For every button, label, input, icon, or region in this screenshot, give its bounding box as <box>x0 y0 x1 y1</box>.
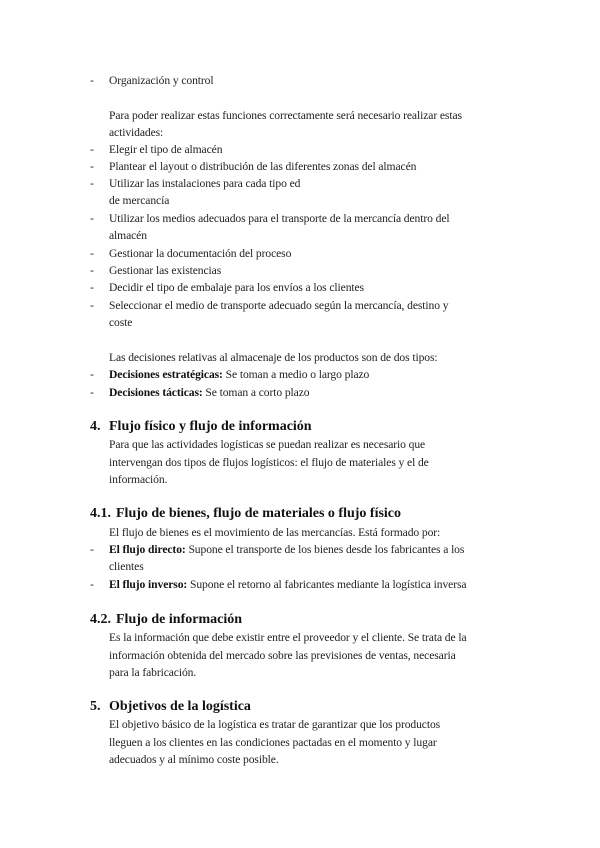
bold-label: Decisiones tácticas: <box>109 386 203 399</box>
bullet-dash: - <box>90 177 94 190</box>
bold-label: El flujo inverso: <box>109 578 188 591</box>
bullet-dash: - <box>90 386 94 399</box>
list-item: Utilizar las instalaciones para cada tipo ed <box>109 177 301 190</box>
bullet-dash: - <box>90 143 94 156</box>
paragraph-line: actividades: <box>109 126 164 139</box>
list-item: Utilizar los medios adecuados para el transporte de la mercancía dentro del <box>109 212 450 225</box>
list-item <box>109 384 309 401</box>
bold-label: Decisiones estratégicas: <box>109 368 223 381</box>
section-title: Objetivos de la logística <box>109 699 251 714</box>
bullet-dash: - <box>90 160 94 173</box>
paragraph-line: Para que las actividades logísticas se puedan realizar es necesario que <box>109 438 426 451</box>
paragraph-line: El flujo de bienes es el movimiento de las mercancías. Está formado por: <box>109 526 441 539</box>
bullet-dash: - <box>90 578 94 591</box>
section-heading <box>90 611 242 629</box>
list-item-continuation: coste <box>109 316 133 329</box>
list-item: Gestionar la documentación del proceso <box>109 247 292 260</box>
section-number: 4.2. <box>90 612 111 627</box>
intro-item: Organización y control <box>109 74 214 87</box>
item-text: Se toman a medio o largo plazo <box>222 368 370 381</box>
section-number: 5. <box>90 699 101 714</box>
section-number: 4.1. <box>90 506 111 521</box>
section-title: Flujo de información <box>116 612 242 627</box>
list-item: Gestionar las existencias <box>109 264 222 277</box>
section-heading <box>90 418 312 436</box>
item-text: Se toman a corto plazo <box>202 386 310 399</box>
paragraph-line: Es la información que debe existir entre el proveedor y el cliente. Se trata de la <box>109 631 467 644</box>
bullet-dash: - <box>90 247 94 260</box>
list-item: Decidir el tipo de embalaje para los envíos a los clientes <box>109 281 364 294</box>
list-item <box>109 576 466 593</box>
list-item: Seleccionar el medio de transporte adecuado según la mercancía, destino y <box>109 299 449 312</box>
item-text: Supone el transporte de los bienes desde los fabricantes a los <box>185 543 465 556</box>
paragraph-line: información obtenida del mercado sobre las previsiones de ventas, necesaria <box>109 649 456 662</box>
list-item <box>109 541 464 558</box>
list-item <box>109 366 369 383</box>
list-item-continuation: almacén <box>109 229 147 242</box>
paragraph-line: El objetivo básico de la logística es tratar de garantizar que los productos <box>109 718 441 731</box>
list-item-continuation: clientes <box>109 560 144 573</box>
bullet-dash: - <box>90 74 94 87</box>
paragraph-line: intervengan dos tipos de flujos logísticos: el flujo de materiales y el de <box>109 456 429 469</box>
paragraph-line: para la fabricación. <box>109 666 197 679</box>
section-heading <box>90 698 251 716</box>
paragraph-line: Las decisiones relativas al almacenaje de los productos son de dos tipos: <box>109 351 438 364</box>
bullet-dash: - <box>90 212 94 225</box>
section-title: Flujo de bienes, flujo de materiales o flujo físico <box>116 506 402 521</box>
paragraph-line: lleguen a los clientes en las condiciones pactadas en el momento y lugar <box>109 736 437 749</box>
bullet-dash: - <box>90 299 94 312</box>
bullet-dash: - <box>90 264 94 277</box>
list-item: Elegir el tipo de almacén <box>109 143 223 156</box>
item-text: Supone el retorno al fabricantes mediante la logística inversa <box>187 578 467 591</box>
list-item-continuation: de mercancía <box>109 194 170 207</box>
paragraph-line: Para poder realizar estas funciones correctamente será necesario realizar estas <box>109 109 462 122</box>
bullet-dash: - <box>90 368 94 381</box>
bullet-dash: - <box>90 281 94 294</box>
bold-label: El flujo directo: <box>109 543 186 556</box>
section-number: 4. <box>90 419 101 434</box>
section-heading <box>90 505 401 523</box>
list-item: Plantear el layout o distribución de las diferentes zonas del almacén <box>109 160 417 173</box>
paragraph-line: adecuados y al mínimo coste posible. <box>109 753 279 766</box>
bullet-dash: - <box>90 543 94 556</box>
paragraph-line: información. <box>109 473 168 486</box>
section-title: Flujo físico y flujo de información <box>109 419 312 434</box>
